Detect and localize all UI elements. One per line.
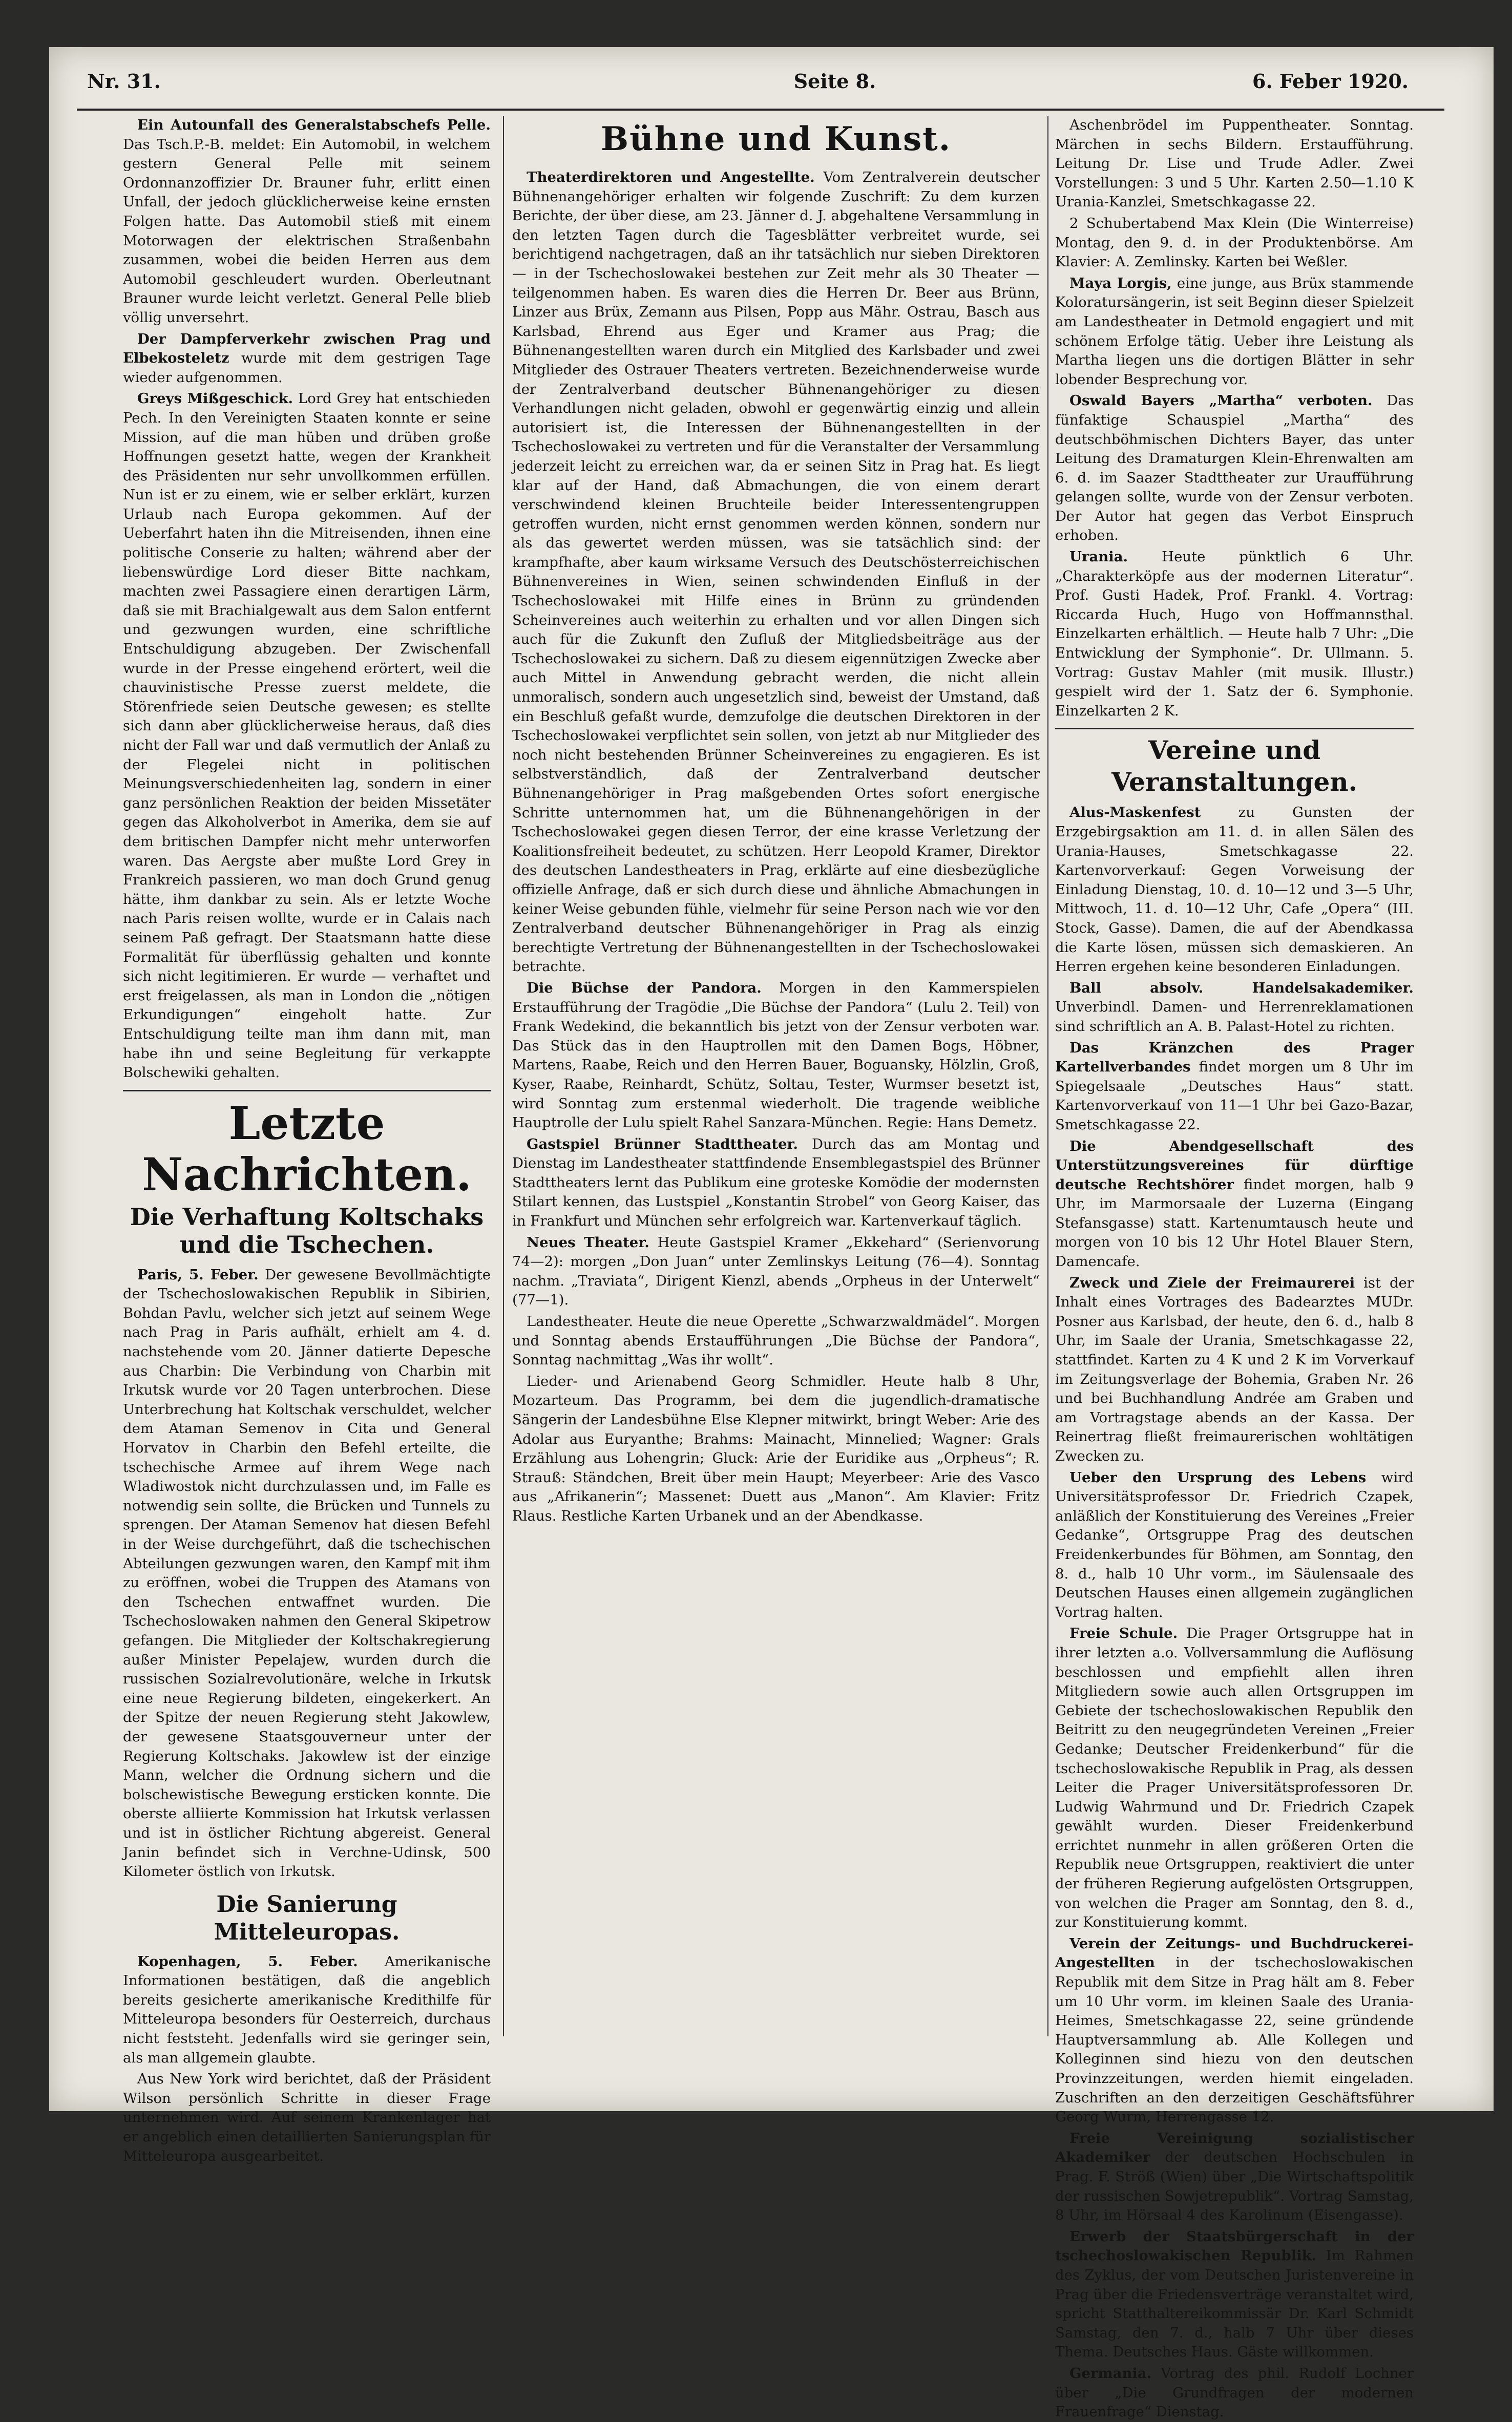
article-sanierung: Kopenhagen, 5. Feber. Amerikanische Informationen bestätigen, daß die angeblich bereits gesicherte amerikanische Kredithilfe für Mitteleuropa besonders für Oesterreich, durchaus nicht feststeht. Jedenfalls wird sie geringer sein, als man allgemein glaubte. [123, 1953, 491, 2066]
article-koltschak: Paris, 5. Feber. Der gewesene Bevollmächtigte der Tschechoslowakischen Republik in Sibirien, Bohdan Pavlu, welcher sich jetzt auf seinem Wege nach Prag in Paris aufhält, erhielt am 4. d. nachstehende vom 20. Jänner datierte Depesche aus Charbin: Die Verbindung von Charbin mit Irkutsk wurde vor 20 Tagen unterbrochen. Diese Unterbrechung hat Koltschak verschuldet, welcher dem Ataman Semenov in Cita und General Horvatov in Charbin den Befehl erteilte, die tschechische Armee auf ihrem Wege nach Wladiwostok nicht durchzulassen und, im Falle es notwendig sein sollte, die Brücken und Tunnels zu sprengen. Der Ataman Semenov hat diesen Befehl in der Weise durchgeführt, daß die tschechischen Abteilungen gezwungen waren, den Kampf mit ihm zu eröffnen, wobei die Truppen des Atamans von den Tschechen entwaffnet wurden. Die Tschechoslowaken nahmen den General Skipetrow gefangen. Die Mitglieder der Koltschakregierung außer Minister Pepelajew, wurden durch die russischen Sozialrevolutionäre, welche in Irkutsk eine neue Regierung bildeten, eingekerkert. An der Spitze der neuen Regierung steht Jakowlew, der gewesene Staatsgouverneur unter der Regierung Koltschaks. Jakowlew ist der einzige Mann, welcher die Ordnung sichern und die bolschewistische Bewegung ersticken konnte. Die oberste alliierte Kommission hat Irkutsk verlassen und ist in östlicher Richtung abgereist. General Janin befindet sich in Verchne-Udinsk, 500 Kilometer östlich von Irkutsk. [123, 1266, 491, 1880]
column-rule-1 [503, 116, 504, 2036]
article-germania: Germania. Vortrag des phil. Rudolf Lochner über „Die Grundfragen der modernen Frauenfrage“ Dienstag. [1055, 2365, 1414, 2420]
article-maskenfest: Alus-Maskenfest zu Gunsten der Erzgebirgsaktion am 11. d. in allen Sälen des Urania-Hauses, Smetschkagasse 22. Kartenvorverkauf: Gegen Vorweisung der Einladung Dienstag, 10. d. 10—12 und 3—5 Uhr, Mittwoch, 11. d. 10—12 Uhr, Cafe „Opera“ (III. Stock, Gasse). Damen, die auf der Abendkassa die Karte lösen, müssen sich demaskieren. An Herren ergehen keine besonderen Einladungen. [1055, 804, 1414, 975]
article-gastspiel-bruenn: Gastspiel Brünner Stadttheater. Durch das am Montag und Dienstag im Landestheater stattfindende Ensemblegastspiel des Brünner Stadttheaters lernt das Publikum eine groteske Komödie der modernsten Stilart kennen, das Lustspiel „Konstantin Strobel“ von Georg Kaiser, das in Frankfurt und München sehr erfolgreich war. Kartenverkauf täglich. [512, 1135, 1040, 1230]
column-rule-2 [1047, 116, 1048, 2036]
headline-koltschak: Die Verhaftung Koltschaks und die Tschechen. [130, 1203, 484, 1258]
headline-sanierung: Die Sanierung Mitteleuropas. [214, 1891, 400, 1945]
issue-number: Nr. 31. [87, 70, 161, 93]
column-middle [512, 116, 1040, 2041]
article-freie-schule: Freie Schule. Die Prager Ortsgruppe hat in ihrer letzten a.o. Vollversammlung die Auflösung beschlossen und empfiehlt allen ihren Mitgliedern sowie auch allen Ortsgruppen im Gebiete der tschechoslowakischen Republik den Beitritt zu den neugegründeten Vereinen „Freier Gedanke; Deutscher Freidenkerbund“ für die tschechoslowakische Republik in Prag, als dessen Leiter die Prager Universitätsprofessoren Dr. Ludwig Wahrmund und Dr. Friedrich Czapek gewählt wurden. Dieser Freidenkerbund errichtet nunmehr in allen größeren Orten die Republik neue Ortsgruppen, reaktiviert die unter der früheren Regierung aufgelösten Ortsgruppen, von welchen die Prager am Sonntag, den 8. d., zur Konstituierung kommt. [1055, 1625, 1414, 1931]
section-title-letzte-nachrichten: Letzte Nachrichten. [142, 1096, 472, 1201]
section-title-vereine: Vereine und Veranstaltungen. [1111, 735, 1358, 797]
article-ball: Ball absolv. Handelsakademiker. Unverbindl. Damen- und Herrenreklamationen sind schriftlich an A. B. Palast-Hotel zu richten. [1055, 979, 1414, 1035]
article-akademiker: Freie Vereinigung sozialistischer Akademiker der deutschen Hochschulen in Prag. F. Ströß (Wien) über „Die Wirtschaftspolitik der russischen Sowjetrepublik“. Vortrag Samstag, 8 Uhr, im Hörsaal 4 des Karolinum (Eisengasse). [1055, 2130, 1414, 2224]
section-rule [123, 1090, 491, 1091]
article-lorgis: Maya Lorgis, eine junge, aus Brüx stammende Koloratursängerin, ist seit Beginn dieser Spielzeit am Landestheater in Detmold engagiert und mit schönem Erfolge tätig. Ueber ihre Leistung als Martha liegen uns die dortigen Blätter in sehr lobender Besprechung vor. [1055, 275, 1414, 388]
article-grey: Greys Mißgeschick. Lord Grey hat entschieden Pech. In den Vereinigten Staaten konnte er seine Mission, auf die man hüben und drüben große Hoffnungen gesetzt hatte, wegen der Krankheit des Präsidenten nur sehr unvollkommen erfüllen. Nun ist er zu einem, wie er selber erklärt, kurzen Urlaub nach Europa gekommen. Auf der Ueberfahrt haten ihn die Mitreisenden, ihnen eine politische Conserie zu halten; während aber der liebenswürdige Lord dieser Bitte nachkam, machten zwei Passagiere einen derartigen Lärm, daß sie mit Brachialgewalt aus dem Salon entfernt und gezwungen wurden, eine schriftliche Entschuldigung abzugeben. Der Zwischenfall wurde in der Presse eingehend erörtert, weil die chauvinistische Presse zuerst meldete, die Störenfriede seien Deutsche gewesen; es stellte sich dann aber glücklicherweise heraus, daß dies nicht der Fall war und daß vermutlich der Anlaß zu der Flegelei nicht in politischen Meinungsverschiedenheiten lag, sondern in einer ganz persönlichen Reaktion der beiden Missetäter gegen das Alkoholverbot in Amerika, dem sie auf dem britischen Dampfer nicht mehr unterworfen waren. Das Aergste aber mußte Lord Grey in Frankreich passieren, wo man doch Grund genug hätte, ihm dankbar zu sein. Als er letzte Woche nach Paris reisen wollte, wurde er in Calais nach seinem Paß gefragt. Der Staatsmann hatte diese Formalität für überflüssig gehalten und konnte sich nicht legitimieren. Er wurde — verhaftet und erst freigelassen, als man in London die „nötigen Erkundigungen“ eingeholt hatte. Zur Entschuldigung teilte man ihm dann mit, man habe ihn und seine Begleitung für verkappte Bolschewiki gehalten. [123, 390, 491, 1081]
article-dampferverkehr: Der Dampferverkehr zwischen Prag und Elbekosteletz wurde mit dem gestrigen Tage wieder aufgenommen. [123, 330, 491, 386]
section-title-buehne: Bühne und Kunst. [601, 120, 951, 158]
article-freimaurerei: Zweck und Ziele der Freimaurerei ist der Inhalt eines Vortrages des Badearztes MUDr. Posner aus Karlsbad, der heute, den 6. d., halb 8 Uhr, im Saale der Urania, Smetschkagasse 22, stattfindet. Karten zu 4 K und 2 K im Vorverkauf im Zeitungsverlage der Bohemia, Graben Nr. 26 und bei Buchhandlung Andrée am Graben und am Vortragstage abends an der Kassa. Der Reinertrag fließt freimaurerischen wohltätigen Zwecken zu. [1055, 1274, 1414, 1464]
header-rule [77, 109, 1444, 111]
article-urania: Urania. Heute pünktlich 6 Uhr. „Charakterköpfe aus der modernen Literatur“. Prof. Gusti Hadek, Prof. Frankl. 4. Vortrag: Riccarda Huch, Hugo von Hoffmannsthal. Einzelkarten erhältlich. — Heute halb 7 Uhr: „Die Entwicklung der Symphonie“. Dr. Ullmann. 5. Vortrag: Gustav Mahler (mit musik. Illustr.) gespielt wird der 1. Satz der 6. Symphonie. Einzelkarten 2 K. [1055, 549, 1414, 719]
article-autounfall: Ein Autounfall des Generalstabschefs Pelle. Das Tsch.P.-B. meldet: Ein Automobil, in welchem gestern General Pelle mit seinem Ordonnanzoffizier Dr. Brauner fuhr, erlitt einen Unfall, der jedoch glücklicherweise keine ernsten Folgen hatte. Das Automobil stieß mit einem Motorwagen der elektrischen Straßenbahn zusammen, wobei die beiden Herren aus dem Automobil geschleudert wurden. Oberleutnant Brauner wurde leicht verletzt. General Pelle blieb völlig unversehrt. [123, 117, 491, 326]
article-zeitungsverein: Verein der Zeitungs- und Buchdruckerei-Angestellten in der tschechoslowakischen Republik mit dem Sitze in Prag hält am 8. Feber um 10 Uhr vorm. im kleinen Saale des Urania-Heimes, Smetschkagasse 22, seine gründende Hauptversammlung ab. Alle Kollegen und Kolleginnen sind hiezu von den deutschen Provinzzeitungen, werden hiemit eingeladen. Zuschriften an den derzeitigen Geschäftsführer Georg Wurm, Herrengasse 12. [1055, 1935, 1414, 2125]
page-label: Seite 8. [793, 70, 876, 93]
article-martha: Oswald Bayers „Martha“ verboten. Das fünfaktige Schauspiel „Martha“ des deutschböhmischen Dichters Bayer, das unter Leitung des Dramaturgen Klein-Ehrenwalten am 6. d. im Saazer Stadttheater zur Uraufführung gelangen sollte, wurde von der Zensur verboten. Der Autor hat gegen das Verbot Einspruch erhoben. [1055, 392, 1414, 544]
article-neues-theater: Neues Theater. Heute Gastspiel Kramer „Ekkehard“ (Serienvorung 74—2): morgen „Don Juan“ unter Zemlinskys Leitung (76—4). Sonntag nachm. „Traviata“, Dirigent Kienzl, abends „Orpheus in der Unterwelt“ (77—1). [512, 1234, 1040, 1309]
article-theaterdirektoren: Theaterdirektoren und Angestellte. Vom Zentralverein deutscher Bühnenangehöriger erhalten wir folgende Zuschrift: Zu dem kurzen Berichte, der über diese, am 23. Jänner d. J. abgehaltene Versammlung in den letzten Tagen durch die Tagesblätter verbreitet wurde, sei berichtigend nachgetragen, daß an ihr tatsächlich nur sieben Direktoren — in der Tschechoslowakei bestehen zur Zeit mehr als 30 Theater — teilgenommen haben. Es waren dies die Herren Dr. Beer aus Brünn, Linzer aus Brüx, Zemann aus Pilsen, Popp aus Mähr. Ostrau, Basch aus Karlsbad, Ehrend aus Eger und Kramer aus Prag; die Bühnenangestellten waren durch ein Mitglied des Karlsbader und zwei Mitglieder des Ostrauer Theaters vertreten. Bezeichnenderweise wurde der Zentralverband deutscher Bühnenangehöriger zu diesen Verhandlungen nicht geladen, obwohl er gegenwärtig einzig und allein autorisiert ist, die Interessen der Bühnenangestellten in der Tschechoslowakei zu vertreten und für die Veranstalter der Versammlung jederzeit leicht zu erreichen war, da er seinen Sitz in Prag hat. Es liegt klar auf der Hand, daß Abmachungen, die von einem derart verschwindend kleinen Bruchteile beider Interessentengruppen getroffen wurden, nicht ernst genommen werden können, sondern nur als das gewertet werden müssen, was sie tatsächlich sind: der krampfhafte, aber kaum wirksame Versuch des Deutschösterreichischen Bühnenvereines in Wien, seinen schwindenden Einfluß in der Tschechoslowakei mit Hilfe eines in Brünn zu gründenden Scheinvereines auch weiterhin zu erhalten und vor allen Dingen sich auch für die Zukunft den Zufluß der Mitgliedsbeiträge aus der Tschechoslowakei zu sichern. Daß zu diesem eigennützigen Zwecke aber auch Mittel in Anwendung gebracht werden, die nicht allein unmoralisch, sondern auch ungesetzlich sind, beweist der Umstand, daß ein Beschluß gefaßt wurde, demzufolge die deutschen Direktoren in der Tschechoslowakei verpflichtet sein sollen, von jetzt ab nur Mitglieder des noch nicht bestehenden Brünner Scheinvereines zu engagieren. Es ist selbstverständlich, daß der Zentralverband deutscher Bühnenangehöriger in Prag maßgebenden Ortes sofort energische Schritte unternommen hat, um die Bühnenangehörigen in der Tschechoslowakei gegen diesen Terror, der eine krasse Verletzung der Koalitionsfreiheit bedeutet, zu schützen. Herr Leopold Kramer, Direktor des deutschen Landestheaters in Prag, erklärte auf eine diesbezügliche offizielle Anfrage, daß er sich durch diese und ähnliche Abmachungen in keiner Weise gebunden fühle, vielmehr für seine Person nach wie vor den Zentralverband deutscher Bühnenangehöriger in Prag als einzig berechtigte Vertretung der Bühnenangestellten in der Tschechoslowakei betrachte. [512, 169, 1040, 975]
issue-date: 6. Feber 1920. [1252, 70, 1409, 93]
column-left [123, 116, 491, 2164]
article-wilson: Aus New York wird berichtet, daß der Präsident Wilson persönlich Schritte in dieser Frage unternehmen wird. Auf seinem Krankenlager hat er angeblich einen detaillierten Sanierungsplan für Mitteleuropa ausgearbeitet. [123, 2071, 491, 2164]
article-staatsbuergerschaft: Erwerb der Staatsbürgerschaft in der tschechoslowakischen Republik. Im Rahmen des Zyklus, der vom Deutschen Juristenvereine in Prag über die Friedensverträge veranstaltet wird, spricht Statthaltereikommissär Dr. Karl Schmidt Samstag, den 7. d., halb 7 Uhr über dieses Thema. Deutsches Haus. Gäste willkommen. [1055, 2228, 1414, 2361]
article-aschenbroedel: Aschenbrödel im Puppentheater. Sonntag. Märchen in sechs Bildern. Erstaufführung. Leitung Dr. Lise und Trude Adler. Zwei Vorstellungen: 3 und 5 Uhr. Karten 2.50—1.10 K Urania-Kanzlei, Smetschkagasse 22. [1055, 117, 1414, 210]
article-schubertabend: 2 Schubertabend Max Klein (Die Winterreise) Montag, den 9. d. in der Produktenbörse. Am Klavier: A. Zemlinsky. Karten bei Weßler. [1055, 215, 1414, 270]
page-header [87, 70, 1409, 107]
article-kraenzchen: Das Kränzchen des Prager Kartellverbandes findet morgen um 8 Uhr im Spiegelsaale „Deutsches Haus“ statt. Kartenvorverkauf von 11—1 Uhr bei Gazo-Bazar, Smetschkagasse 22. [1055, 1039, 1414, 1133]
article-ursprung: Ueber den Ursprung des Lebens wird Universitätsprofessor Dr. Friedrich Czapek, anläßlich der Konstituierung des Vereines „Freier Gedanke“, Ortsgruppe Prag des deutschen Freidenkerbundes für Böhmen, am Sonntag, den 8. d., halb 10 Uhr vorm., im Säulensaale des Deutschen Hauses einen allgemein zugänglichen Vortrag halten. [1055, 1469, 1414, 1620]
section-rule [1055, 728, 1414, 729]
article-liederabend: Lieder- und Arienabend Georg Schmidler. Heute halb 8 Uhr, Mozarteum. Das Programm, bei dem die jugendlich-dramatische Sängerin der Landesbühne Else Klepner mitwirkt, bringt Weber: Arie des Adolar aus Euryanthe; Brahms: Mainacht, Minnelied; Wagner: Grals Erzählung aus Lohengrin; Gluck: Arie der Euridike aus „Orpheus“; R. Strauß: Ständchen, Breit über mein Haupt; Meyerbeer: Arie des Vasco aus „Afrikanerin“; Massenet: Duett aus „Manon“. Am Klavier: Fritz Rlaus. Restliche Karten Urbanek und an der Abendkasse. [512, 1373, 1040, 1524]
column-right [1055, 116, 1414, 2420]
article-abendgesellschaft: Die Abendgesellschaft des Unterstützungsvereines für dürftige deutsche Rechtshörer findet morgen, halb 9 Uhr, im Marmorsaale der Luzerna (Eingang Stefansgasse) statt. Kartenumtausch heute und morgen von 10 bis 12 Uhr Hotel Blauer Stern, Damencafe. [1055, 1138, 1414, 1270]
article-landestheater: Landestheater. Heute die neue Operette „Schwarzwaldmädel“. Morgen und Sonntag abends Erstaufführungen „Die Büchse der Pandora“, Sonntag nachmittag „Was ihr wollt“. [512, 1313, 1040, 1368]
article-pandora: Die Büchse der Pandora. Morgen in den Kammerspielen Erstaufführung der Tragödie „Die Büchse der Pandora“ (Lulu 2. Teil) von Frank Wedekind, die bekanntlich bis jetzt von der Zensur verboten war. Das Stück das in den Hauptrollen mit den Damen Bogs, Höbner, Martens, Raabe, Reich und den Herren Bauer, Boguansky, Hölzlin, Groß, Kyser, Raabe, Reinhardt, Schütz, Soltau, Tester, Wurmser besetzt ist, wird Sonntag zum erstenmal wiederholt. Die tragende weibliche Hauptrolle der Lulu spielt Rahel Sanzara-München. Regie: Hans Demetz. [512, 979, 1040, 1131]
